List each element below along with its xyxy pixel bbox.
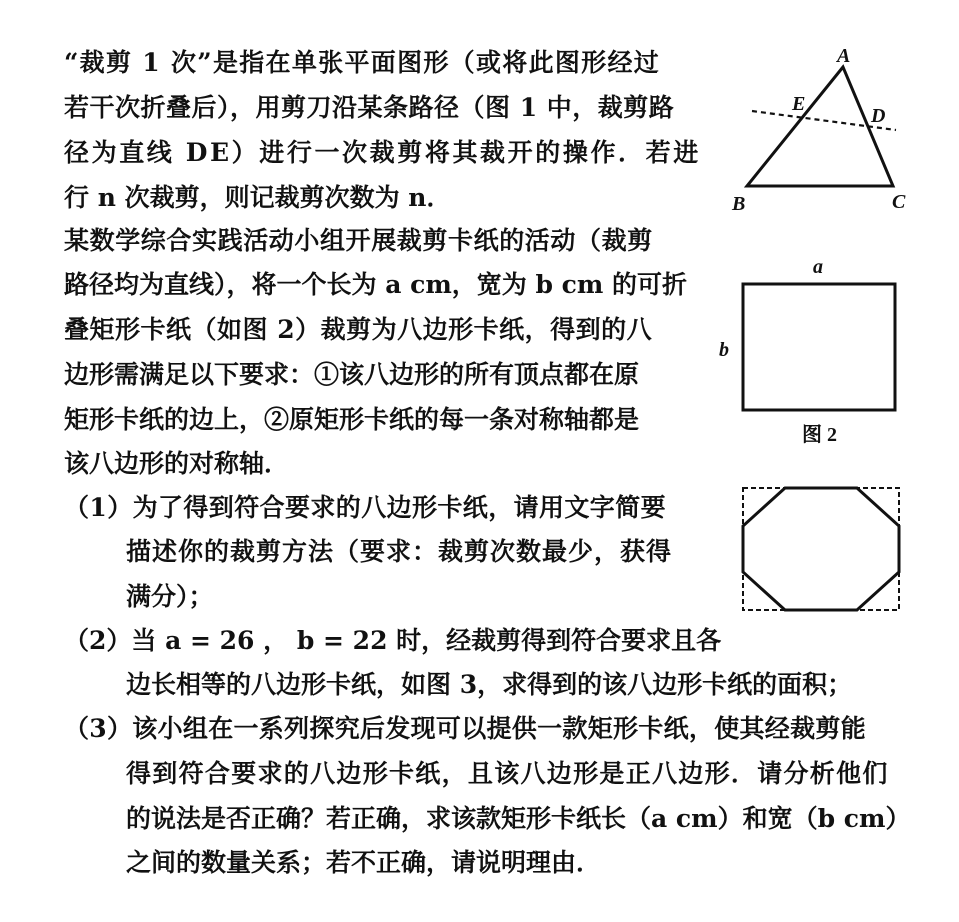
question-3-line-2: 得到符合要求的八边形卡纸，且该八边形是正八边形．请分析他们 — [126, 759, 889, 788]
rectangle — [743, 284, 895, 410]
text-line-2: 若干次折叠后），用剪刀沿某条路径（图 1 中，裁剪路 — [64, 93, 675, 122]
text-line-5: 某数学综合实践活动小组开展裁剪卡纸的活动（裁剪 — [64, 226, 653, 255]
figure-1-triangle — [700, 40, 940, 220]
octagon — [743, 488, 899, 610]
question-2-line-2: 边长相等的八边形卡纸，如图 3，求得到的该八边形卡纸的面积； — [126, 670, 853, 699]
text-line-8: 边形需满足以下要求：①该八边形的所有顶点都在原 — [64, 360, 640, 389]
label-a: A — [837, 45, 851, 67]
figure-2-rectangle — [710, 255, 920, 455]
label-b-width: b — [719, 339, 729, 361]
question-2-line-1: （2）当 a = 26 ， b = 22 时，经裁剪得到符合要求且各 — [64, 626, 722, 655]
text-line-9: 矩形卡纸的边上，②原矩形卡纸的每一条对称轴都是 — [64, 405, 640, 434]
text-line-7: 叠矩形卡纸（如图 2）裁剪为八边形卡纸，得到的八 — [64, 315, 653, 344]
label-c: C — [892, 191, 906, 213]
question-3-line-1: （3）该小组在一系列探究后发现可以提供一款矩形卡纸，使其经裁剪能 — [64, 714, 866, 743]
text-line-6: 路径均为直线），将一个长为 a cm，宽为 b cm 的可折 — [64, 270, 688, 299]
text-line-4: 行 n 次裁剪，则记裁剪次数为 n． — [64, 183, 452, 212]
question-1-line-2: 描述你的裁剪方法（要求：裁剪次数最少，获得 — [126, 537, 673, 566]
text-line-10: 该八边形的对称轴． — [64, 449, 290, 478]
text-line-1: “裁剪 1 次”是指在单张平面图形（或将此图形经过 — [64, 48, 661, 77]
label-a-length: a — [813, 256, 823, 278]
label-d: D — [871, 105, 886, 127]
label-e: E — [792, 93, 806, 115]
label-b: B — [732, 193, 746, 215]
question-3-line-3: 的说法是否正确？若正确，求该款矩形卡纸长（a cm）和宽（b cm） — [126, 804, 911, 833]
text-line-3: 径为直线 DE）进行一次裁剪将其裁开的操作．若进 — [64, 138, 701, 167]
question-3-line-4: 之间的数量关系；若不正确，请说明理由． — [126, 848, 602, 877]
figure-3-octagon — [735, 480, 910, 620]
question-1-line-1: （1）为了得到符合要求的八边形卡纸，请用文字简要 — [64, 493, 666, 522]
question-1-line-3: 满分）； — [126, 582, 214, 611]
figure-2-caption: 图 2 — [802, 424, 837, 446]
